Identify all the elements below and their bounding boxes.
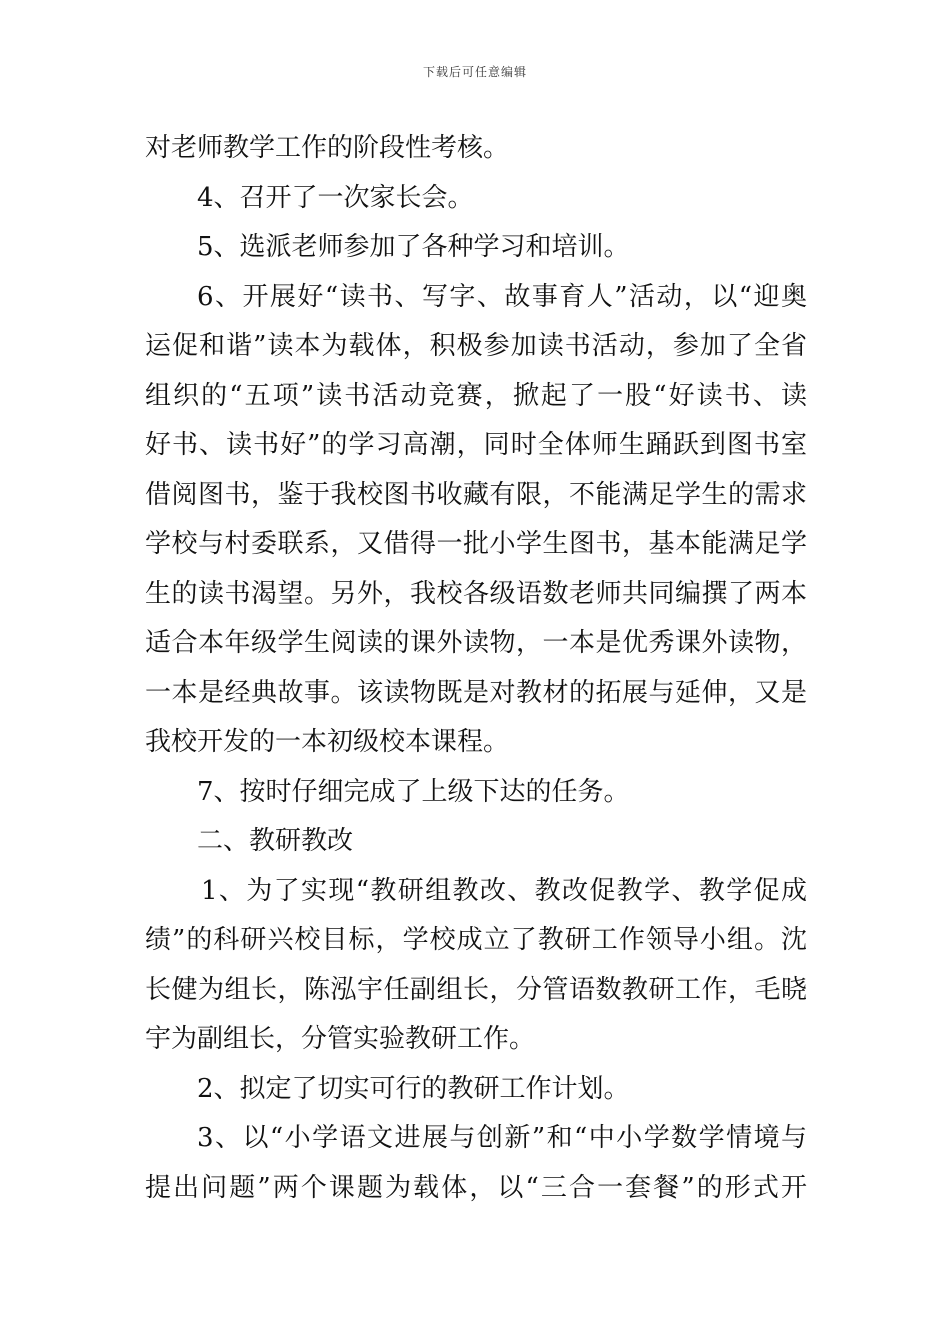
text-line: 4、召开了一次家长会。 — [197, 182, 474, 213]
text-line: 借阅图书，鉴于我校图书收藏有限，不能满足学生的需求 — [145, 479, 807, 510]
section-heading: 二、教研教改 — [197, 826, 354, 856]
text-line: 绩”的科研兴校目标，学校成立了教研工作领导小组。沈 — [145, 925, 807, 955]
document-body — [145, 124, 807, 1213]
text-line: 7、按时仔细完成了上级下达的任务。 — [197, 776, 630, 807]
text-line: 好书、读书好”的学习高潮，同时全体师生踊跃到图书室 — [145, 430, 807, 460]
text-line: 6、开展好“读书、写字、故事育人”活动，以“迎奥 — [197, 281, 807, 312]
text-line: 宇为副组长，分管实验教研工作。 — [145, 1024, 536, 1054]
text-line: 2、拟定了切实可行的教研工作计划。 — [197, 1073, 630, 1104]
text-line: 3、以“小学语文进展与创新”和“中小学数学情境与 — [197, 1123, 807, 1153]
text-line: 适合本年级学生阅读的课外读物，一本是优秀课外读物， — [145, 628, 807, 658]
text-line: 运促和谐”读本为载体，积极参加读书活动，参加了全省 — [145, 331, 807, 361]
text-line: 1、为了实现“教研组教改、教改促教学、教学促成 — [201, 875, 807, 906]
text-line: 一本是经典故事。该读物既是对教材的拓展与延伸，又是 — [145, 677, 807, 708]
text-line: 对老师教学工作的阶段性考核。 — [145, 133, 510, 163]
text-line: 我校开发的一本初级校本课程。 — [145, 727, 510, 757]
text-line: 提出问题”两个课题为载体，以“三合一套餐”的形式开 — [145, 1172, 807, 1203]
text-line: 组织的“五项”读书活动竞赛，掀起了一股“好读书、读 — [145, 380, 807, 411]
text-line: 长健为组长，陈泓宇任副组长，分管语数教研工作，毛晓 — [145, 974, 807, 1005]
page-header: 下载后可任意编辑 — [422, 65, 527, 79]
text-line: 5、选派老师参加了各种学习和培训。 — [197, 232, 630, 262]
text-line: 生的读书渴望。另外，我校各级语数老师共同编撰了两本 — [145, 578, 807, 609]
text-line: 学校与村委联系，又借得一批小学生图书，基本能满足学 — [145, 529, 807, 559]
